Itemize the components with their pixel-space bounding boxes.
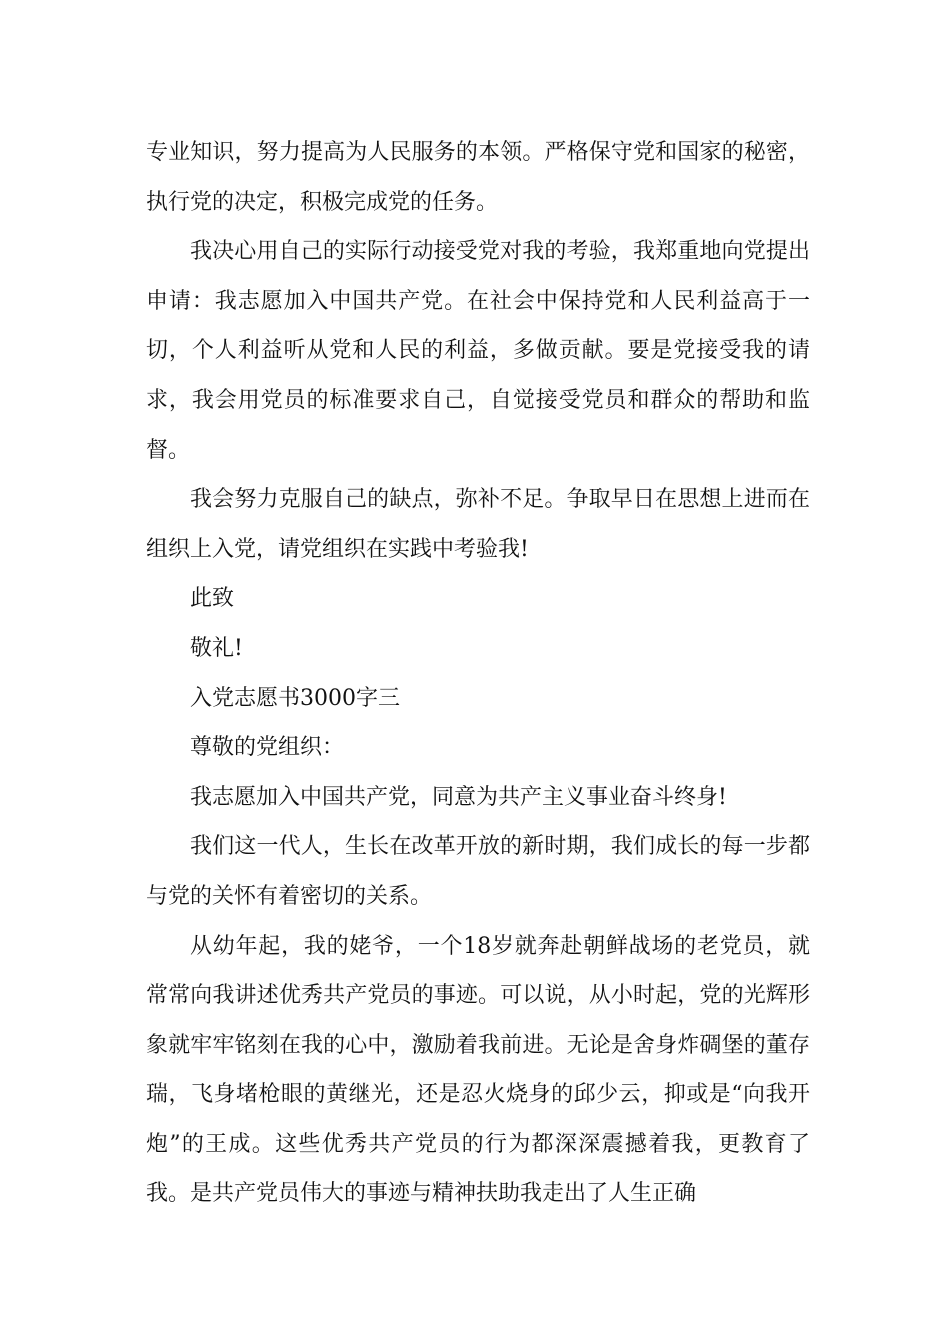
paragraph-continuation: 专业知识，努力提高为人民服务的本领。严格保守党和国家的秘密，执行党的决定，积极完成党的任务。 [146,140,810,215]
paragraph-resolution: 我会努力克服自己的缺点，弥补不足。争取早日在思想上进而在组织上入党，请党组织在实践中考验我! [146,487,810,562]
paragraph-declaration: 我志愿加入中国共产党，同意为共产主义事业奋斗终身! [190,784,727,810]
closing-regards: 敬礼! [190,635,243,661]
paragraph-childhood: 从幼年起，我的姥爷，一个18岁就奔赴朝鲜战场的老党员，就常常向我讲述优秀共产党员的事迹。可以说，从小时起，党的光辉形象就牢牢铭刻在我的心中，激励着我前进。无论是舍身炸碉堡的董存瑞，飞身堵枪眼的黄继光，还是忍火烧身的邱少云，抑或是“向我开炮”的王成。这些优秀共产党员的行为都深深震撼着我，更教育了我。是共产党员伟大的事迹与精神扶助我走出了人生正确 [146,933,810,1207]
greeting: 尊敬的党组织： [190,735,345,761]
closing-salutation: 此致 [190,586,235,612]
paragraph-generation: 我们这一代人，生长在改革开放的新时期，我们成长的每一步都与党的关怀有着密切的关系。 [146,834,810,909]
section-heading: 入党志愿书3000字三 [190,685,400,711]
document-body [146,128,810,1219]
paragraph-application: 我决心用自己的实际行动接受党对我的考验，我郑重地向党提出申请：我志愿加入中国共产党。在社会中保持党和人民利益高于一切，个人利益听从党和人民的利益，多做贡献。要是党接受我的请求，我会用党员的标准要求自己，自觉接受党员和群众的帮助和监督。 [146,239,810,463]
